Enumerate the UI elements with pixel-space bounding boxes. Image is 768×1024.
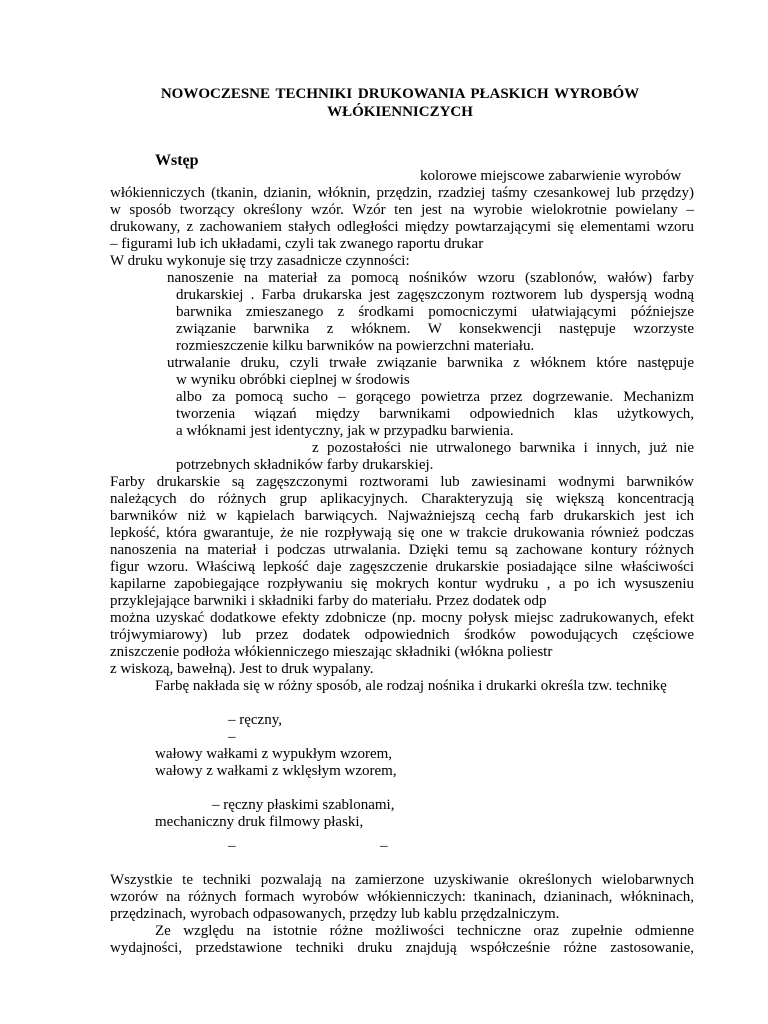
technique-list-item: – xyxy=(380,838,388,854)
document-title-line-1: NOWOCZESNE TECHNIKI DRUKOWANIA PŁASKICH WYROBÓW xyxy=(160,86,640,102)
body-line: nanoszenia na materiał i podczas utrwalania. Dzięki temu są zachowane kontury różnych xyxy=(110,542,694,558)
technique-list-item: – ręczny płaskimi szablonami, xyxy=(212,797,395,813)
body-line: kapilarne zapobiegające rozpływaniu się mokrych kontur wydruku , a po ich wysuszeniu xyxy=(110,576,694,592)
body-line: w sposób tworzący określony wzór. Wzór ten jest na wyrobie wielokrotnie powielany – xyxy=(110,202,694,218)
body-line: lepkość, która gwarantuje, że nie rozpływają się one w trakcie drukowania również podczas xyxy=(110,525,694,541)
body-line: figur wzoru. Właściwą lepkość daje zagęszczenie drukarskie posiadające silne właściwości xyxy=(110,559,694,575)
list-item-line: albo za pomocą sucho – gorącego powietrza przez dogrzewanie. Mechanizm xyxy=(176,389,694,405)
body-line: można uzyskać dodatkowe efekty zdobnicze (np. mocny połysk miejsc zadrukowanych, efekt xyxy=(110,610,694,626)
body-line: Farby drukarskie są zagęszczonymi roztworami lub zawiesinami wodnymi barwników xyxy=(110,474,694,490)
body-line: drukowany, z zachowaniem stałych odległości między powtarzającymi się elementami wzoru xyxy=(110,219,694,235)
technique-list-item: – xyxy=(228,729,236,745)
body-line: włókienniczych (tkanin, dzianin, włóknin, przędzin, rzadziej taśmy czesankowej lub przędzy) xyxy=(110,185,694,201)
document-title-line-2: WŁÓKIENNICZYCH xyxy=(327,104,473,120)
body-line: Wszystkie te techniki pozwalają na zamierzone uzyskiwanie określonych wielobarwnych xyxy=(110,872,694,888)
technique-list-item: wałowy z wałkami z wklęsłym wzorem, xyxy=(155,763,397,779)
body-line: kolorowe miejscowe zabarwienie wyrobów xyxy=(420,168,682,184)
technique-list-item: wałowy wałkami z wypukłym wzorem, xyxy=(155,746,393,762)
body-line: barwników niż w kąpielach barwiących. Najważniejszą cechą farb drukarskich jest ich xyxy=(110,508,694,524)
list-item-line: rozmieszczenie kilku barwników na powierzchni materiału. xyxy=(176,338,535,354)
list-item-line: potrzebnych składników farby drukarskiej. xyxy=(176,457,434,473)
list-item-line: związanie barwnika z włóknem. W konsekwencji następuje wzorzyste xyxy=(176,321,694,337)
body-line: przędzinach, wyrobach odpasowanych, przędzy lub kablu przędzalniczym. xyxy=(110,906,560,922)
section-heading: Wstęp xyxy=(155,152,199,169)
body-line: Farbę nakłada się w różny sposób, ale rodzaj nośnika i drukarki określa tzw. technikę xyxy=(155,678,667,694)
body-line: należących do różnych grup aplikacyjnych. Charakteryzują się większą koncentracją xyxy=(110,491,694,507)
list-item-line: w wyniku obróbki cieplnej w środowis xyxy=(176,372,410,388)
body-line: trójwymiarowy) lub przez dodatek odpowiednich środków powodujących częściowe xyxy=(110,627,694,643)
technique-list-item: mechaniczny druk filmowy płaski, xyxy=(155,814,364,830)
body-line: wzorów na różnych formach wyrobów włókienniczych: tkaninach, dzianinach, włókninach, xyxy=(110,889,694,905)
body-line: – figurami lub ich układami, czyli tak zwanego raportu drukar xyxy=(110,236,484,252)
body-line: z wiskozą, bawełną). Jest to druk wypalany. xyxy=(110,661,374,677)
body-line: W druku wykonuje się trzy zasadnicze czynności: xyxy=(110,253,410,269)
list-item-line: tworzenia wiązań między barwnikami odpowiednich klas użytkowych, xyxy=(176,406,694,422)
list-item-line: a włóknami jest identyczny, jak w przypadku barwienia. xyxy=(176,423,514,439)
body-line: Ze względu na istotnie różne możliwości techniczne oraz zupełnie odmienne xyxy=(155,923,694,939)
body-line: przyklejające barwniki i składniki farby do materiału. Przez dodatek odp xyxy=(110,593,547,609)
technique-list-item: – xyxy=(228,838,236,854)
list-item-line: utrwalanie druku, czyli trwałe związanie barwnika z włóknem które następuje xyxy=(167,355,694,371)
list-item-line: nanoszenie na materiał za pomocą nośników wzoru (szablonów, wałów) farby xyxy=(167,270,694,286)
list-item-line: drukarskiej . Farba drukarska jest zagęszczonym roztworem lub dyspersją wodną xyxy=(176,287,694,303)
technique-list-item: – ręczny, xyxy=(228,712,282,728)
body-line: zniszczenie podłoża włókienniczego mieszając składniki (włókna poliestr xyxy=(110,644,553,660)
body-line: wydajności, przedstawione techniki druku znajdują współcześnie różne zastosowanie, xyxy=(110,940,694,956)
list-item-line: z pozostałości nie utrwalonego barwnika i innych, już nie xyxy=(312,440,694,456)
list-item-line: barwnika zmieszanego z środkami pomocniczymi ułatwiającymi późniejsze xyxy=(176,304,694,320)
